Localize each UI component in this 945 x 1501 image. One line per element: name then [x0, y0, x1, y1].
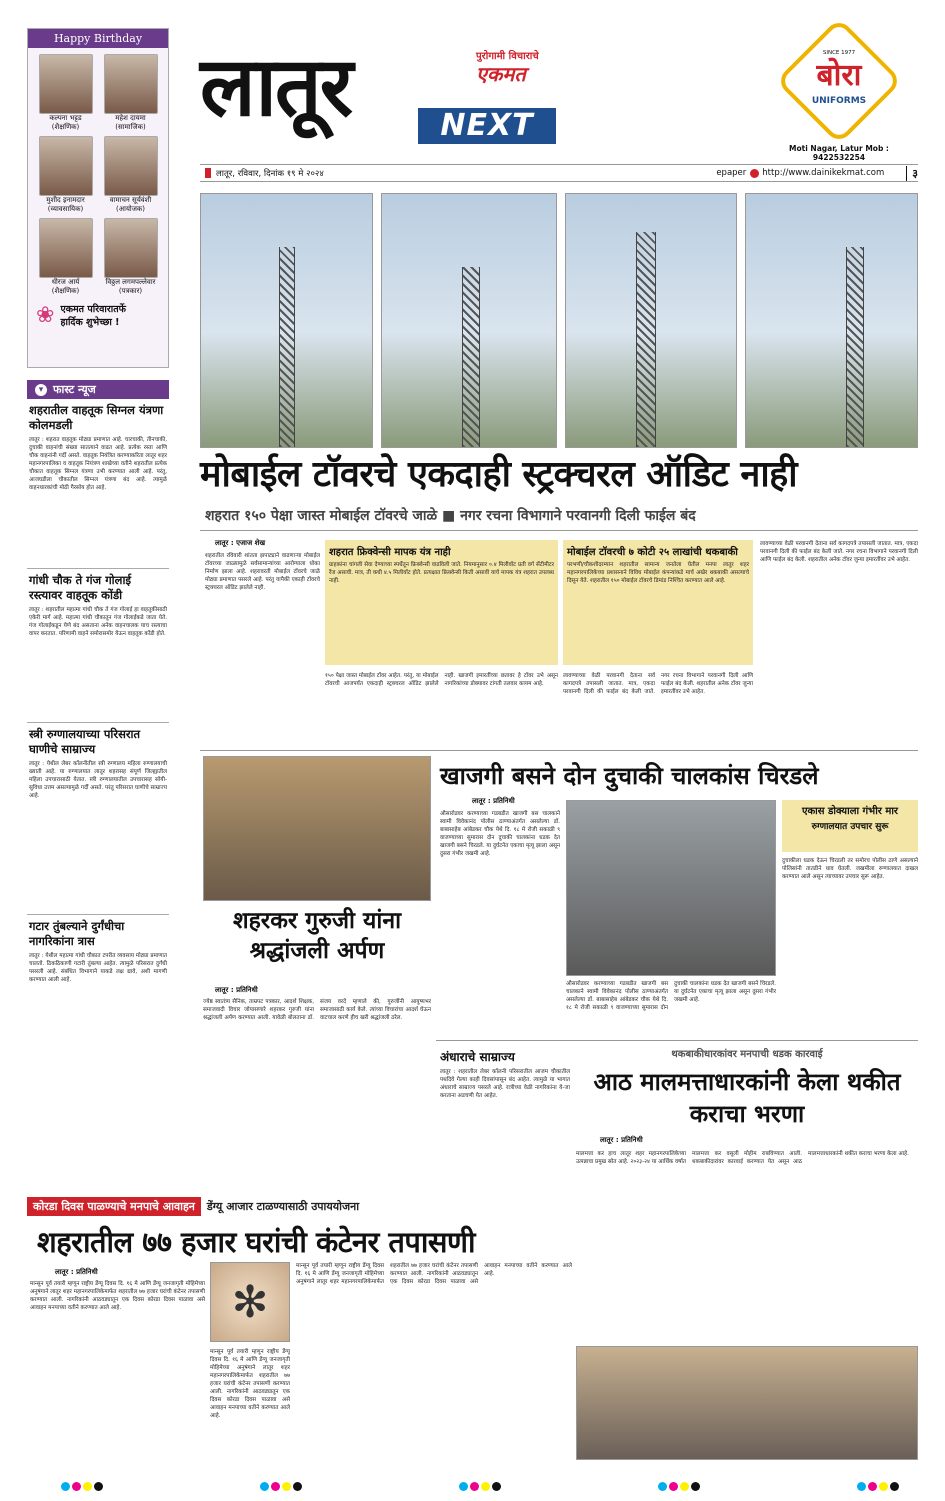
epaper-label: epaper — [716, 168, 747, 178]
news-body: लातूर : येथील लेबर कॉलनीतील स्त्री रुग्णालय महिला रुग्णालयाची ख्याती आहे. या रुग्णालयात लातूर शहरासह संपूर्ण जिल्ह्यातील महिला उपचारासाठी येतात. स्त्री रुग्णालयातील उपचारासह सोयी-सुविधा उत्तम असल्यामुळे गर्दी असते. परंतु परिसरात घाणीचे साम्राज्य आहे. — [29, 761, 167, 799]
news-item — [27, 399, 169, 568]
bottom-body-1: मान्सून पूर्व तयारी म्हणून राष्ट्रीय डेंग्यू दिवस दि. १६ मे आणि डेंग्यू जनजागृती मोहिमेच्या अनुषंगाने लातूर शहर महानगरपालिकेमार्फत शहरातील ७७ हजार घरांची कंटेनर तपासणी करण्यात आली. नागरिकांनी आठवड्यातून एक दिवस कोरडा दिवस पाळावा असे आवाहन मनपाच्या वतीने करण्यात आले आहे. — [30, 1281, 205, 1311]
accident-body: औसारोडवर करण्याच्या गडबडीत खाजगी बस चालकाने स्वामी विवेकानंद पोलीस ठाण्याअंतर्गत असलेल्या डॉ. बाबासाहेब आंबेडकर चौक येथे दि. १८ मे रोजी सकाळी ९ वाजण्याच्या सुमारास दोन दुचाकी चालकांना धडक देत खाजगी बसने चिरडले. या दुर्घटनेत एकाचा मृत्यू झाला असून दुसरा गंभीर जखमी आहे. — [440, 811, 560, 857]
masthead-lokmat: एकमत — [476, 62, 526, 86]
birthday-panel — [27, 28, 169, 368]
accident-side-box — [782, 800, 918, 852]
bora-ad[interactable] — [778, 36, 900, 162]
masthead-next: NEXT — [418, 108, 556, 144]
accident-body-2: औसारोडवर करण्याच्या गडबडीत खाजगी बस चालकाने स्वामी विवेकानंद पोलीस ठाण्याअंतर्गत असलेल्या डॉ. बाबासाहेब आंबेडकर चौक येथे दि. १८ मे रोजी सकाळी ९ वाजण्याच्या सुमारास दोन दुचाकी चालकांना धडक देत खाजगी बसने चिरडले. या दुर्घटनेत एकाचा मृत्यू झाला असून दुसरा गंभीर जखमी आहे. — [566, 981, 776, 1011]
box-body: ग्राहकांना चांगली सेवा देण्याच्या स्पर्धेतून फ्रिक्वेन्सी वाढविली जाते. नियमानुसार ०.४ मिलीवॉट प्रती वर्ग सेंटीमीटर रेंज असावी. मात्र, ती कधी ४.५ मिलीवॉट होते. प्रत्यक्षात फ्रिक्वेन्सी किती असावी याचे मापक यंत्र शहरात उपलब्ध नाही. — [329, 562, 554, 584]
mosquito-icon: ✻ — [231, 1277, 269, 1328]
birthday-person: वामाचन सूर्यवंशी (आयोजक) — [101, 136, 160, 214]
bottom-byline: लातूर : प्रतिनिधी — [55, 1268, 98, 1276]
ad-address: Moti Nagar, Latur Mob : 9422532254 — [789, 144, 889, 162]
lead-body-2: १५० पेक्षा जास्त मोबाईल टॉवर आहेत. परंतु, या मोबाईल टॉवरची आजपर्यंत एकदाही स्ट्रक्चरल ऑडिट झालेले नाही. खाजगी इमारतींच्या छतावर हे टॉवर उभे असून नागरिकांच्या डोक्यावर टांगती तलवार कायम आहे. — [325, 673, 558, 687]
dateline: लातूर, रविवार, दिनांक १९ मे २०२४ — [216, 168, 324, 179]
ribbon-primary: कोरडा दिवस पाळण्याचे मनपाचे आवाहन — [27, 1197, 201, 1216]
news-headline: गांधी चौक ते गंज गोलाई रस्त्यावर वाहतूक कोंडी — [29, 573, 132, 602]
birthday-person: धीरज आर्य (शैक्षणिक) — [36, 218, 95, 296]
fast-news-title: फास्ट न्यूज — [53, 383, 96, 396]
bottom-headline: शहरातील ७७ हजार घरांची कंटेनर तपासणी — [37, 1225, 476, 1259]
fast-news — [27, 380, 169, 1180]
box-title: मोबाईल टॉवरची ७ कोटी २५ लाखांची थकबाकी — [567, 547, 738, 558]
side-title: एकास डोक्याला गंभीर मार — [801, 806, 899, 817]
news-item — [27, 914, 169, 1076]
tax-byline: लातूर : प्रतिनिधी — [600, 1136, 643, 1144]
avatar — [104, 136, 158, 196]
tower-photo — [745, 193, 918, 448]
tax-photo — [576, 1346, 918, 1460]
lead-body-1: शहरातील रविवारी शांतता झपाट्याने वाढणाऱ्या मोबाईल टॉवरच्या जाळ्यामुळे सर्वसामान्यांच्या आरोग्याला धोका निर्माण झाला आहे. शहरावरती मोबाईल टॉवरचे जाळे मोठ्या प्रमाणात पसरले आहे. परंतु यापैकी एकाही टॉवरचे स्ट्रक्चरल ऑडिट झालेले नाही. — [205, 553, 320, 591]
ad-sub: UNIFORMS — [811, 96, 867, 106]
birthday-person: कल्पना भट्टड (शैक्षणिक) — [36, 54, 95, 132]
red-square-icon — [205, 168, 211, 178]
tower-photo — [381, 193, 557, 448]
website-link[interactable]: http://www.dainikekmat.com — [762, 168, 885, 178]
masthead — [200, 30, 760, 160]
accident-headline: खाजगी बसने दोन दुचाकी चालकांस चिरडले — [440, 762, 819, 790]
bottom-ribbon — [27, 1196, 572, 1216]
lead-body-3: लावण्याच्या वेळी परवानगी देताना सर्व कागदपत्रे तपासली जातात. मात्र, एकदा परवानगी दिली की फाईल बंद केली जाते. नगर रचना विभागाने परवानगी दिली आणि फाईल बंद केली. शहरातील अनेक टॉवर जुन्या इमारतींवर उभे आहेत. — [563, 673, 753, 695]
side-sub: रुग्णालयात उपचार सुरू — [811, 822, 889, 832]
masthead-title: लातूर — [200, 40, 352, 135]
chevron-down-icon: ▾ — [35, 384, 47, 396]
news-headline: स्त्री रुग्णालयाच्या परिसरात घाणीचे साम्राज्य — [29, 727, 141, 756]
arrears-box — [563, 540, 753, 665]
globe-icon — [750, 169, 759, 178]
box-body: परभणी/चौकशीदरम्यान शहरातील सामान्य जनतेला घेतील मनपा लातूर शहर महानगरपालिकेच्या प्रशासनाने विविध मोबाईल कंपन्यांकडे मार्च अखेर थकबाकी असल्याचे दिसून येते. शहरातील १५० मोबाईल टॉवरचे डिमांड निश्चित करण्यात आले आहे. — [567, 562, 749, 584]
tribute-headline: शहरकर गुरुजी यांना श्रद्धांजली अर्पण — [232, 908, 402, 964]
news-item — [27, 722, 169, 914]
news-item — [27, 568, 169, 722]
bottom-body-3: मान्सून पूर्व तयारी म्हणून राष्ट्रीय डेंग्यू दिवस दि. १६ मे आणि डेंग्यू जनजागृती मोहिमेच्या अनुषंगाने लातूर शहर महानगरपालिकेमार्फत शहरातील ७७ हजार घरांची कंटेनर तपासणी करण्यात आली. नागरिकांनी आठवड्यातून एक दिवस कोरडा दिवस पाळावा असे आवाहन मनपाच्या वतीने करण्यात आले आहे. — [296, 1263, 572, 1285]
news-body: लातूर : शहरात वाहतूक मोठ्या प्रमाणात आहे. चारचाकी, तीनचाकी, दुचाकी वाहनांची संख्या सातत्याने वाढत आहे. प्रत्येक रस्ता आणि चौक वाहनांनी गर्दी असते. वाहतूक नियंत्रित करण्याकरिता लातूर शहर महानगरपालिका व वाहतूक नियंत्रण शाखेच्या वतीने शहरातील प्रत्येक चौकात वाहतूक सिग्नल यंत्रणा उभी करण्यात आली आहे. परंतु, आजघडीला चौकातील सिग्नल यंत्रणा बंद आहे. त्यामुळे वाहनधारकांची मोठी गैरसोय होत आहे. — [29, 437, 167, 491]
tribute-body: ज्येष्ठ स्वातंत्र्य सैनिक, ताम्रपट पत्रकार, आदर्श शिक्षक, समाजवादी विचार जोपासणारे शहरकर गुरुजी यांना श्रद्धांजली अर्पण करण्यात आली. यावेळी बोलताना डॉ. संजय वरदे म्हणाले की, गुरुजींनी आयुष्यभर समाजासाठी कार्य केले. त्यांच्या विचारांचा आदर्श घेऊन वाटचाल करणे हीच खरी श्रद्धांजली ठरेल. — [203, 999, 431, 1021]
tribute-photo — [203, 756, 431, 901]
news-body: लातूर : येथील महात्मा गांधी चौकात टपरीत व्यवसाय मोठ्या प्रमाणात चालतो. ठिकठिकाणी गटारी तुंबल्या आहेत. त्यामुळे परिसरात दुर्गंधी पसरली आहे. संबंधित विभागाने याकडे लक्ष द्यावे, अशी मागणी करण्यात आली आहे. — [29, 953, 167, 983]
darkness-headline: अंधाराचे साम्राज्य — [440, 1050, 515, 1064]
tax-headline: आठ मालमत्ताधारकांनी केला थकीत कराचा भरणा — [593, 1068, 901, 1128]
avatar — [104, 54, 158, 114]
ad-since: SINCE 1977 — [822, 50, 856, 56]
mosquito-photo — [210, 1262, 290, 1342]
lead-byline: लातूर : एजाज शेख — [215, 539, 266, 547]
news-headline: गटार तुंबल्याने दुर्गंधीचा नागरिकांना त्रास — [29, 919, 125, 948]
birthday-person: विठ्ठल लगमपल्लेवार (पत्रकार) — [101, 218, 160, 296]
tribute-byline: लातूर : प्रतिनिधी — [215, 986, 258, 994]
tax-kicker: थकबाकीधारकांवर मनपाची धडक कारवाई — [671, 1049, 823, 1060]
tower-photo — [200, 193, 373, 448]
bottom-body-2: मान्सून पूर्व तयारी म्हणून राष्ट्रीय डेंग्यू दिवस दि. १६ मे आणि डेंग्यू जनजागृती मोहिमेच्या अनुषंगाने लातूर शहर महानगरपालिकेमार्फत शहरातील ७७ हजार घरांची कंटेनर तपासणी करण्यात आली. नागरिकांनी आठवड्यातून एक दिवस कोरडा दिवस पाळावा असे आवाहन मनपाच्या वतीने करण्यात आले आहे. — [210, 1349, 290, 1419]
masthead-tagline: पुरोगामी विचाराचे — [476, 51, 539, 62]
accident-byline: लातूर : प्रतिनिधी — [472, 797, 515, 805]
avatar — [104, 218, 158, 278]
news-headline: शहरातील वाहतूक सिग्नल यंत्रणा कोलमडली — [29, 403, 164, 432]
accident-photo — [566, 800, 776, 976]
news-body: लातूर : शहरातील महात्मा गांधी चौक ते गंज गोलाई हा वाहतुकीसाठी एकेरी मार्ग आहे. महात्मा गांधी चौकातून गंज गोलाईकडे जाता येते. गंज गोलाईकडून येणे बंद असताना अनेक वाहनचालक याच रस्त्याचा वापर करतात. परिणामी वाहने समोरासमोर येऊन वाहतूक कोंडी होते. — [29, 607, 167, 637]
frequency-box — [325, 540, 558, 665]
lead-subhead: शहरात १५० पेक्षा जास्त मोबाईल टॉवरचे जाळे ■ नगर रचना विभागाने परवानगी दिली फाईल बंद — [205, 508, 696, 524]
ad-brand: बोरा — [816, 58, 862, 93]
birthday-wish: हार्दिक शुभेच्छा ! — [60, 317, 120, 328]
avatar — [39, 54, 93, 114]
avatar — [39, 136, 93, 196]
darkness-body: लातूर : शहरातील लेबर कॉलनी परिसरातील आजम चौकातील पथदिवे गेल्या काही दिवसांपासून बंद आहेत. त्यामुळे या भागात अंधाराचे साम्राज्य पसरले आहे. रात्रीच्या वेळी नागरिकांना ये-जा करताना अडचणी येत आहेत. — [440, 1069, 570, 1099]
lead-body-4: लावण्याच्या वेळी परवानगी देताना सर्व कागदपत्रे तपासली जातात. मात्र, एकदा परवानगी दिली की फाईल बंद केली जाते. नगर रचना विभागाने परवानगी दिली आणि फाईल बंद केली. शहरातील अनेक टॉवर जुन्या इमारतींवर उभे आहेत. — [760, 541, 918, 563]
birthday-person: महेश दायमा (सामाजिक) — [101, 54, 160, 132]
birthday-wish: एकमत परिवारातर्फे — [60, 304, 126, 315]
avatar — [39, 218, 93, 278]
page-number: ३ — [906, 166, 918, 181]
birthday-person: मुशीद इनामदार (व्यावसायिक) — [36, 136, 95, 214]
tower-photo-strip — [200, 193, 918, 448]
registration-marks — [60, 1476, 900, 1495]
tax-body: मालमत्ता कर हाच लातूर शहर महानगरपालिकेच्या उत्पन्नाचा प्रमुख स्रोत आहे. २०२३-२४ या आर्थिक वर्षात मालमत्ता कर वसुली मोहीम राबविण्यात आली. थकबाकीदारांवर कारवाई करण्यात येत असून आठ मालमत्ताधारकांनी थकीत कराचा भरणा केला आहे. — [576, 1151, 909, 1165]
tower-photo — [565, 193, 737, 448]
lead-headline: मोबाईल टॉवरचे एकदाही स्ट्रक्चरल ऑडिट नाही — [200, 454, 798, 495]
ribbon-secondary: डेंग्यू आजार टाळण्यासाठी उपाययोजना — [206, 1199, 360, 1213]
flower-icon: ❀ — [36, 302, 55, 328]
dateline-bar — [200, 164, 918, 182]
box-title: शहरात फ्रिक्वेन्सी मापक यंत्र नाही — [329, 547, 451, 558]
accident-side-body: दुचाकीला धडक देऊन चिरडली तर समोरच पोलीस ठाणे असल्याने पोलिसांनी तातडीने धाव घेतली. जखमीला रुग्णालयात दाखल करण्यात आले असून त्याच्यावर उपचार सुरू आहेत. — [782, 858, 918, 880]
birthday-title: Happy Birthday — [28, 29, 168, 48]
